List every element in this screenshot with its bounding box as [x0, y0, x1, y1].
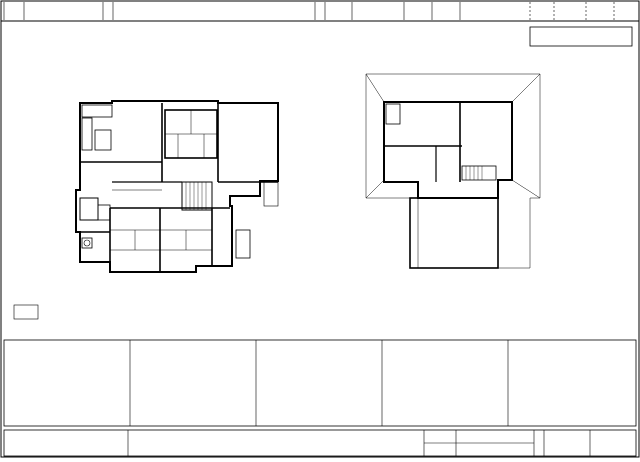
sheet-frame [1, 1, 639, 457]
note-box [530, 27, 632, 46]
right-floor-plan [366, 74, 540, 268]
left-floor-plan [76, 101, 278, 272]
orientation-legend [14, 305, 38, 319]
defect-items-table [4, 340, 636, 426]
header-band [1, 2, 639, 21]
footer [4, 430, 636, 456]
